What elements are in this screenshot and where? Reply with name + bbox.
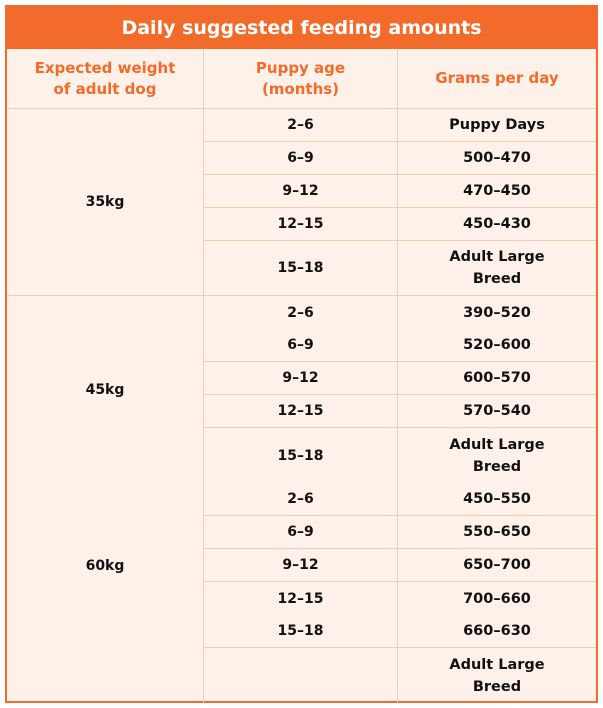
age-cell: 6–9	[203, 142, 397, 175]
age-cell: 9–12	[203, 175, 397, 208]
grams-line: Adult Large	[449, 249, 545, 265]
grams-cell	[397, 208, 596, 241]
grams-cell	[397, 296, 596, 329]
grams-line: 390–520	[463, 304, 531, 321]
grams-line: Puppy Days	[449, 117, 545, 133]
grams-cell	[397, 549, 596, 582]
header-grams: Grams per day	[397, 49, 596, 109]
grams-cell	[397, 175, 596, 208]
grams-line: 450–550	[463, 491, 531, 507]
header-age	[203, 49, 397, 109]
grams-cell	[397, 582, 596, 615]
header-weight	[7, 49, 203, 109]
weight-cell: 35kg	[7, 109, 203, 296]
grams-line: 450–430	[463, 216, 531, 232]
grams-cell	[397, 516, 596, 549]
grams-line: Breed	[472, 271, 522, 287]
age-cell: 2–6	[203, 109, 397, 142]
grams-cell	[397, 648, 596, 703]
weight-cell: 45kg	[85, 381, 125, 398]
age-cell	[203, 648, 397, 703]
age-cell: 2–6	[203, 296, 397, 329]
grams-line: Breed	[472, 458, 522, 475]
header-weight-line-1: Expected weight	[34, 58, 176, 77]
grams-line: Breed	[472, 678, 522, 695]
grams-line: 550–650	[463, 524, 531, 540]
age-cell: 6–9	[203, 329, 397, 362]
header-weight-line-2: of adult dog	[53, 79, 157, 98]
grams-line: 650–700	[463, 557, 531, 573]
header-age-line-2: (months)	[261, 79, 340, 98]
grams-cell	[397, 615, 596, 648]
weight-cell: 60kg	[85, 557, 125, 574]
age-cell: 12–15	[203, 208, 397, 241]
grams-cell	[397, 362, 596, 395]
grams-line: Adult Large	[449, 656, 545, 673]
age-cell: 12–15	[203, 582, 397, 615]
grams-cell	[397, 483, 596, 516]
age-cell: 15–18	[203, 428, 397, 483]
grams-line: 600–570	[463, 370, 531, 386]
age-cell: 2–6	[203, 483, 397, 516]
grams-cell	[397, 241, 596, 296]
age-cell: 9–12	[203, 549, 397, 582]
grams-line: 470–450	[463, 183, 531, 199]
grams-cell	[397, 428, 596, 483]
grams-line: 500–470	[463, 150, 531, 166]
grams-cell	[397, 109, 596, 142]
grams-line: 570–540	[463, 403, 531, 419]
grams-cell	[397, 142, 596, 175]
table-title: Daily suggested feeding amounts	[7, 7, 596, 49]
header-age-line-1: Puppy age	[255, 58, 346, 77]
grams-cell	[397, 395, 596, 428]
grams-cell	[397, 329, 596, 362]
age-cell: 15–18	[203, 615, 397, 648]
grams-line: 660–630	[463, 623, 531, 639]
age-cell: 15–18	[203, 241, 397, 296]
age-cell: 12–15	[203, 395, 397, 428]
age-cell: 9–12	[203, 362, 397, 395]
grams-line: 520–600	[463, 337, 531, 353]
feeding-table	[5, 5, 598, 703]
age-cell: 6–9	[203, 516, 397, 549]
grams-line: Adult Large	[449, 436, 545, 453]
grams-line: 700–660	[463, 590, 531, 607]
